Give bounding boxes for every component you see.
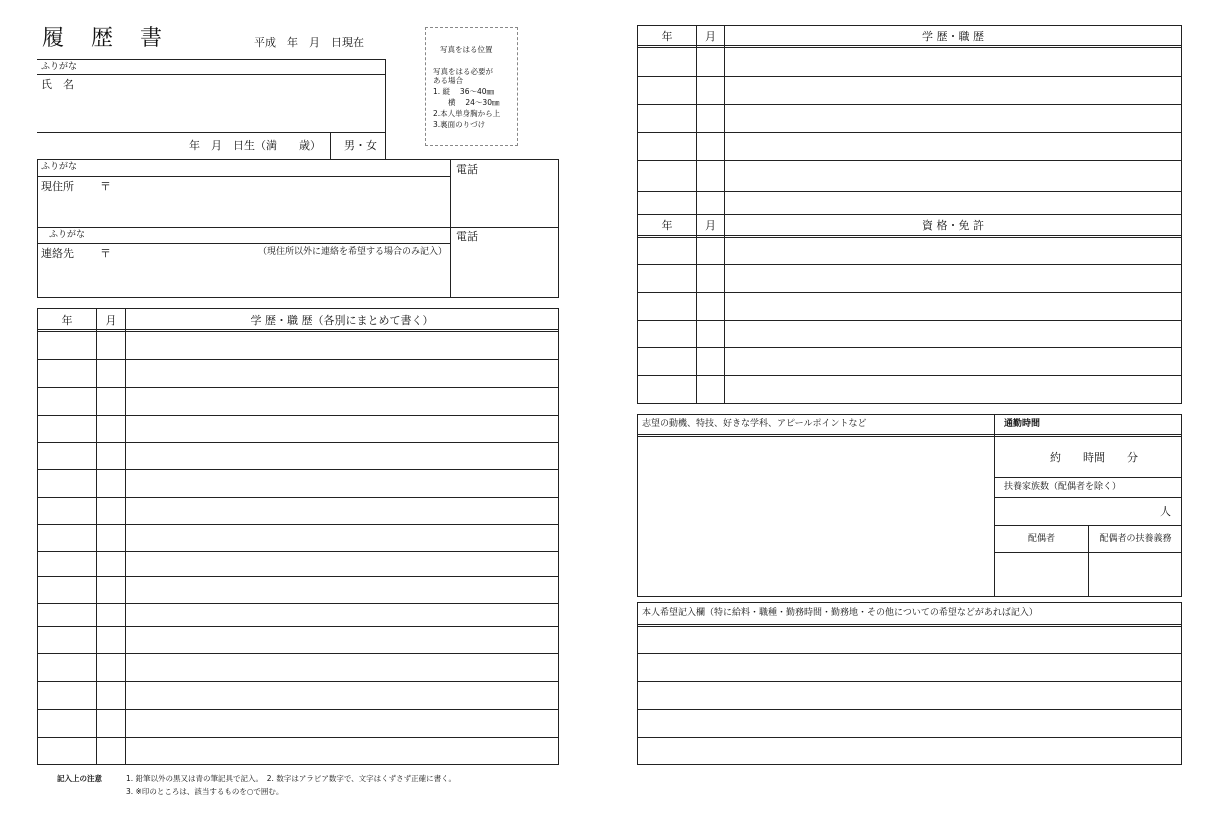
photo-line: 3.裏面のりづけ xyxy=(433,120,486,129)
contact-address-label: 連絡先 xyxy=(41,247,74,260)
commute-label: 通勤時間 xyxy=(1004,419,1041,429)
address-furigana-label: ふりがな xyxy=(41,162,78,172)
commute-value[interactable]: 約 時間 分 xyxy=(1050,451,1138,464)
spouse-support-label: 配偶者の扶養義務 xyxy=(1099,534,1172,544)
date-line: 平成 年 月 日現在 xyxy=(254,36,364,49)
photo-line: 1. 縦 36～40㎜ xyxy=(433,87,495,96)
contact-phone-field[interactable] xyxy=(452,245,556,295)
dependents-label: 扶養家族数（配偶者を除く） xyxy=(1004,482,1122,492)
contact-phone-label: 電話 xyxy=(456,230,478,243)
name-furigana-label: ふりがな xyxy=(41,62,78,72)
history-left-entries[interactable] xyxy=(126,332,558,764)
notes-line-2: 3. ※印のところは、該当するものを○で囲む。 xyxy=(126,787,284,796)
contact-postal-mark: 〒 xyxy=(100,247,111,260)
phone-field[interactable] xyxy=(452,178,556,224)
name-label: 氏 名 xyxy=(41,78,74,91)
history-right-col-year: 年 xyxy=(661,30,673,43)
current-address-field[interactable] xyxy=(115,180,445,224)
notes-label: 記入上の注意 xyxy=(57,774,102,783)
gender-field[interactable]: 男・女 xyxy=(344,139,377,152)
contact-note: （現住所以外に連絡を希望する場合のみ記入） xyxy=(258,247,448,257)
photo-line: 横 24～30㎜ xyxy=(433,98,500,107)
photo-line: ある場合 xyxy=(433,76,463,85)
photo-line: 2.本人単身胸から上 xyxy=(433,109,501,118)
photo-line: 写真をはる必要が xyxy=(433,67,493,76)
history-right-col-month: 月 xyxy=(705,30,716,43)
history-right-entries[interactable] xyxy=(725,49,1181,214)
contact-address-field[interactable] xyxy=(115,260,445,294)
motivation-label: 志望の動機、特技、好きな学科、アピールポイントなど xyxy=(642,419,867,429)
notes-line-1: 1. 鉛筆以外の黒又は青の筆記具で記入。 2. 数字はアラビア数字で、文字はくずさず正確に書く。 xyxy=(126,774,457,783)
phone-label: 電話 xyxy=(456,163,478,176)
history-left-col-year: 年 xyxy=(61,314,73,327)
current-address-label: 現住所 xyxy=(41,180,74,193)
postal-mark: 〒 xyxy=(100,180,111,193)
history-left-col-title: 学 歴・職 歴（各別にまとめて書く） xyxy=(250,314,434,327)
wishes-field[interactable] xyxy=(640,628,1180,764)
spouse-support-field[interactable] xyxy=(1090,554,1181,596)
contact-furigana-label: ふりがな xyxy=(49,230,86,240)
licenses-entries[interactable] xyxy=(725,239,1181,403)
spouse-field[interactable] xyxy=(996,554,1087,596)
spouse-label: 配偶者 xyxy=(1027,534,1055,544)
licenses-col-month: 月 xyxy=(705,219,716,232)
dependents-field[interactable] xyxy=(996,499,1156,523)
dependents-unit: 人 xyxy=(1160,505,1171,518)
name-field[interactable] xyxy=(100,78,370,128)
page-title: 履 歴 書 xyxy=(42,26,172,51)
history-right-col-title: 学 歴・職 歴 xyxy=(922,30,984,43)
motivation-field[interactable] xyxy=(640,440,990,594)
history-left-col-month: 月 xyxy=(105,314,117,327)
birth-date-line: 年 月 日生（満 歳） xyxy=(189,139,321,152)
licenses-col-year: 年 xyxy=(661,219,673,232)
licenses-col-title: 資 格・免 許 xyxy=(922,219,984,232)
wishes-label: 本人希望記入欄（特に給料・職種・勤務時間・勤務地・その他についての希望などがあれば記入） xyxy=(642,608,1038,618)
photo-title: 写真をはる位置 xyxy=(440,45,493,54)
